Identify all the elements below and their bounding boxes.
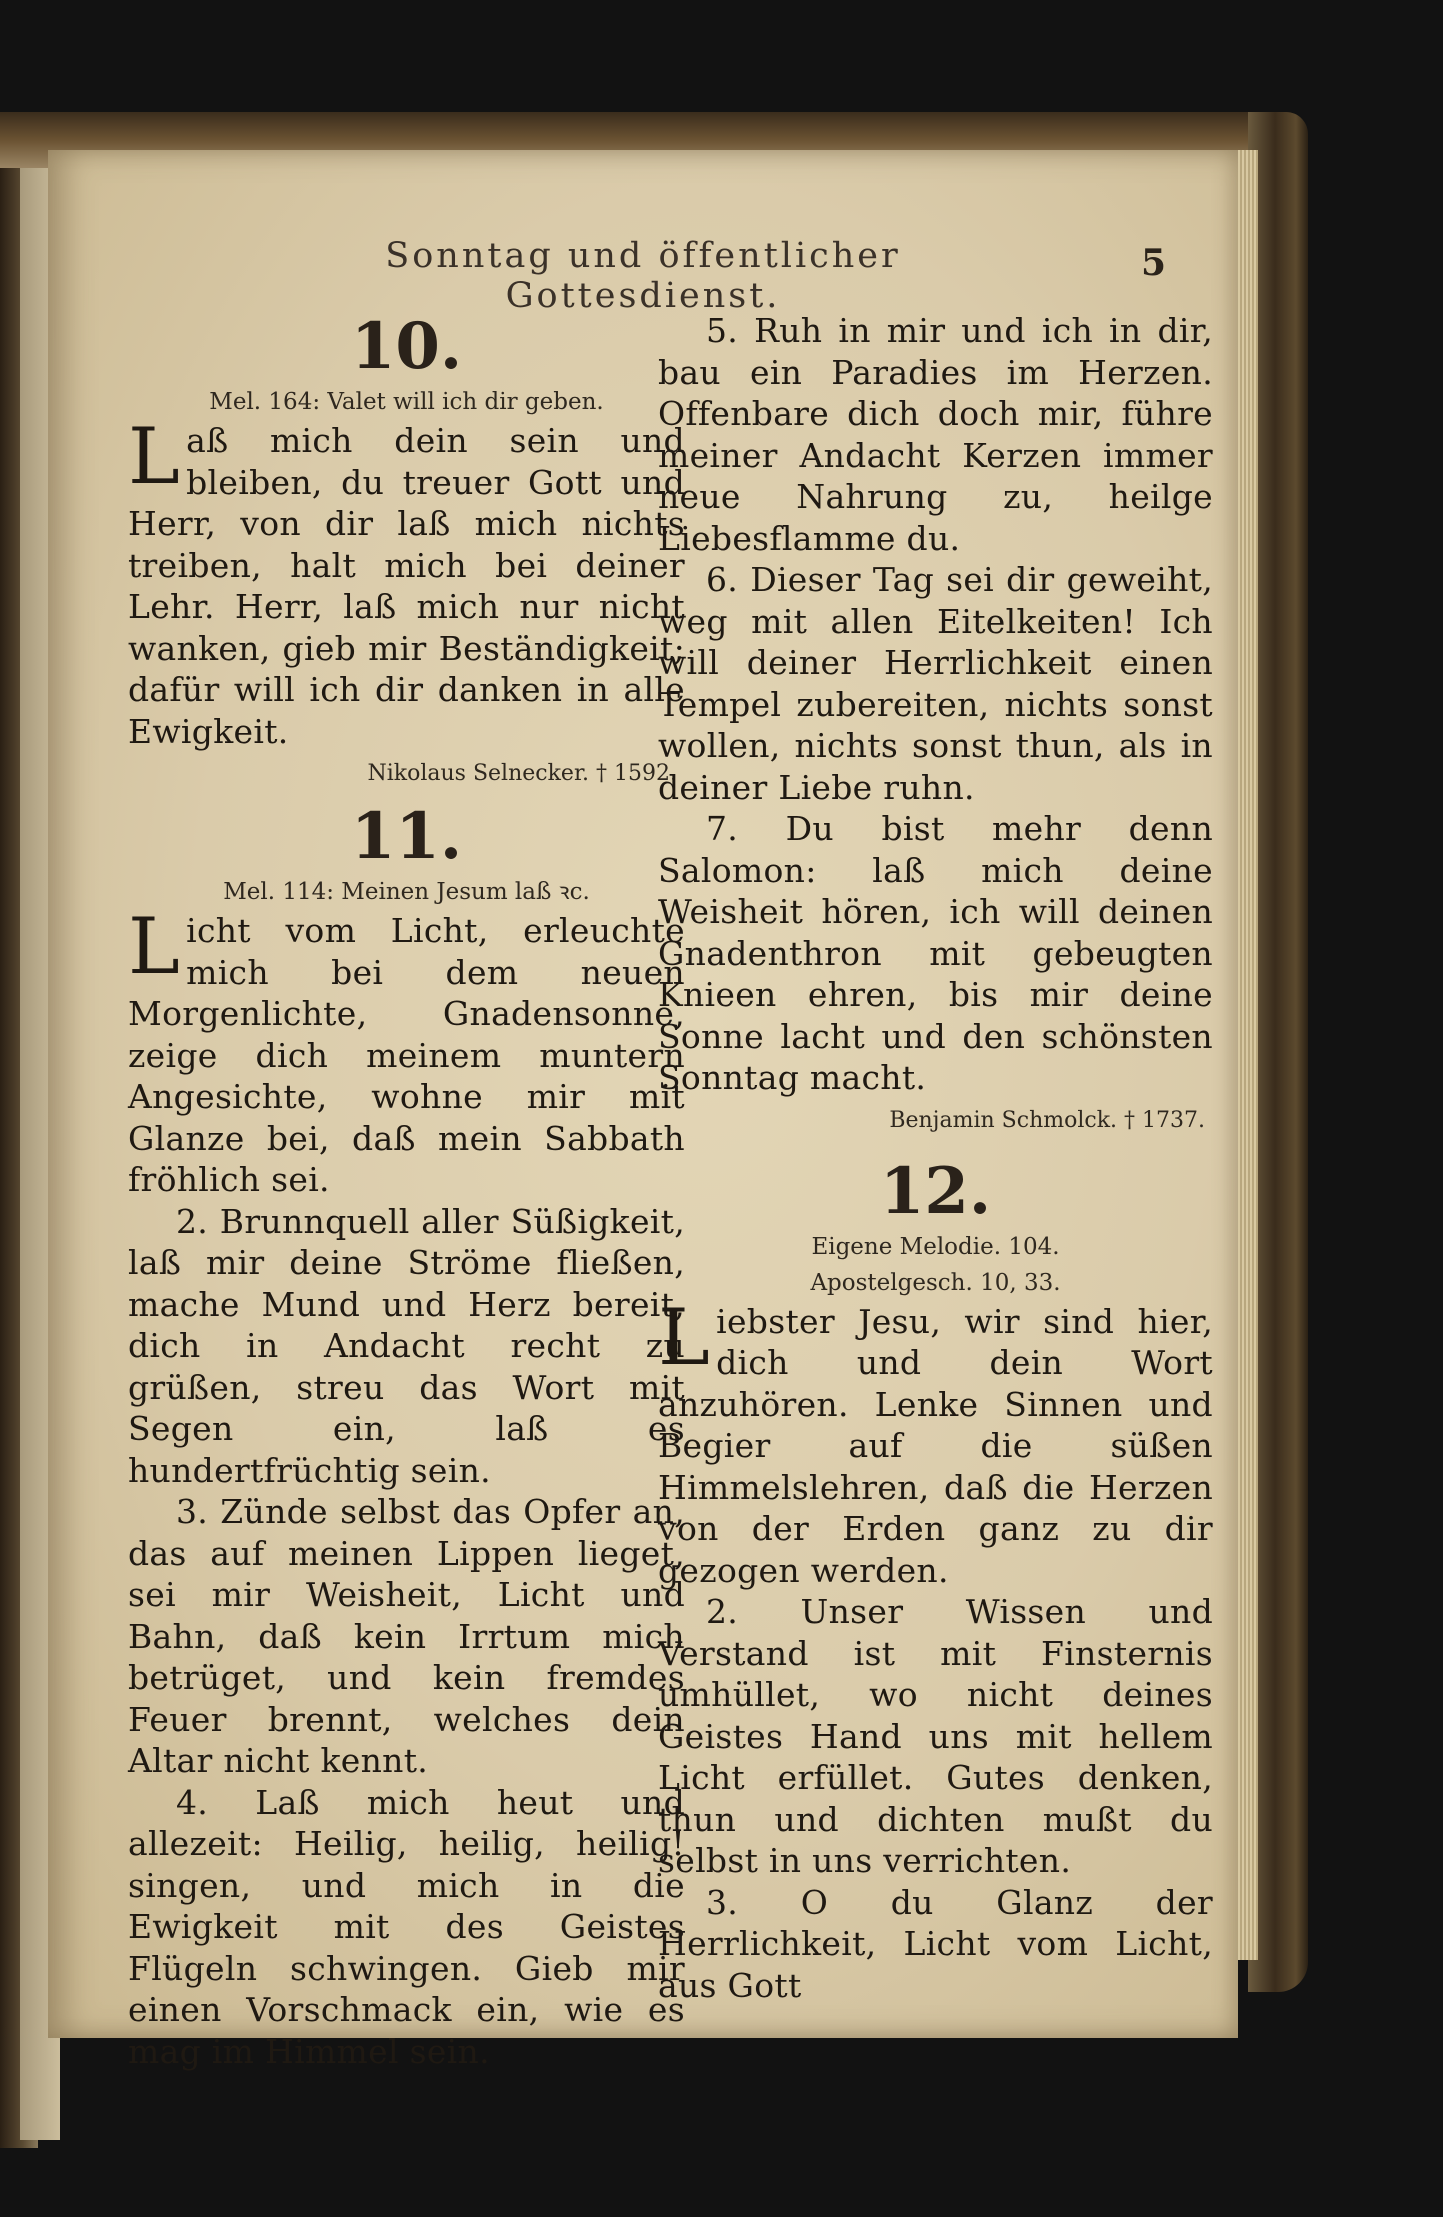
hymn-author: Nikolaus Selnecker. † 1592. xyxy=(367,761,677,786)
hymn-verse: 6. Dieser Tag sei dir geweiht, weg mit allen Eitelkeiten! Ich will deiner Herrlichkeit einen Tempel zubereiten, nichts sonst wollen, nichts sonst thun, als in deiner Liebe ruhn. xyxy=(658,560,1213,807)
drop-cap: L xyxy=(128,412,181,502)
verse-text: iebster Jesu, wir sind hier, dich und dein Wort anzuhören. Lenke Sinnen und Begier auf die süßen Himmelslehren, daß die Herzen von der Erden ganz zu dir gezogen werden. xyxy=(658,1301,1213,1590)
drop-cap: L xyxy=(658,1292,711,1383)
hymn-verse xyxy=(658,1292,1213,1592)
hymn-verse: 3. Zünde selbst das Opfer an, das auf meinen Lippen lieget, sei mir Weisheit, Licht und Bahn, daß kein Irrtum mich betrüget, und kein fremdes Feuer brennt, welches dein Altar nicht kennt. xyxy=(128,1492,685,1780)
drop-cap: L xyxy=(128,902,181,992)
left-column xyxy=(128,310,685,2072)
page-number: 5 xyxy=(1141,242,1167,284)
hymn-verse: 2. Brunnquell aller Süßigkeit, laß mir deine Ströme fließen, mache Mund und Herz bereit, dich in Andacht recht zu grüßen, streu das Wort mit Segen ein, laß es hundertfrüchtig sein. xyxy=(128,1201,685,1490)
hymn-number-12: 12. xyxy=(879,1153,992,1229)
right-column xyxy=(658,310,1213,2006)
hymn-verse xyxy=(128,902,685,1201)
hymn-verse: 4. Laß mich heut und allezeit: Heilig, heilig, heilig! singen, und mich in die Ewigkeit mit des Geistes Flügeln schwingen. Gieb mir einen Vorschmack ein, wie es mag im Himmel sein. xyxy=(128,1782,685,2071)
melody-line: Mel. 114: Meinen Jesum laß ꝛc. xyxy=(223,879,590,905)
scripture-reference: Apostelgesch. 10, 33. xyxy=(810,1269,1061,1296)
hymn-number-10: 10. xyxy=(350,309,463,384)
hymn-author: Benjamin Schmolck. † 1737. xyxy=(889,1107,1205,1133)
hymn-verse: 7. Du bist mehr denn Salomon: laß mich deine Weisheit hören, ich will deinen Gnadenthron mit gebeugten Knieen ehren, bis mir deine Sonne lacht und den schönsten Sonntag macht. xyxy=(658,809,1213,1097)
melody-line: Mel. 164: Valet will ich dir geben. xyxy=(209,389,604,415)
hymn-verse: 3. O du Glanz der Herrlichkeit, Licht vom Licht, aus Gott xyxy=(658,1882,1213,2005)
hymn-verse: 2. Unser Wissen und Verstand ist mit Finsternis umhüllet, wo nicht deines Geistes Hand uns mit hellem Licht erfüllet. Gutes denken, thun und dichten mußt du selbst in uns verrichten. xyxy=(658,1592,1213,1880)
running-head: Sonntag und öffentlicher Gottesdienst. xyxy=(385,236,901,316)
melody-line: Eigene Melodie. 104. xyxy=(811,1233,1060,1260)
hymn-verse: 5. Ruh in mir und ich in dir, bau ein Paradies im Herzen. Offenbare dich doch mir, führe meiner Andacht Kerzen immer neue Nahrung zu, heilge Liebesflamme du. xyxy=(658,311,1213,558)
hymn-number-11: 11. xyxy=(350,799,463,874)
verse-text: aß mich dein sein und bleiben, du treuer Gott und Herr, von dir laß mich nichts treiben, halt mich bei deiner Lehr. Herr, laß mich nur nicht wanken, gieb mir Beständigkeit; dafür will ich dir danken in alle Ewigkeit. xyxy=(128,421,685,751)
verse-text: icht vom Licht, erleuchte mich bei dem neuen Morgenlichte, Gnadensonne, zeige dich meinem muntern Angesichte, wohne mir mit Glanze bei, daß mein Sabbath fröhlich sei. xyxy=(128,911,685,1199)
hymn-verse xyxy=(128,412,685,752)
book-page xyxy=(48,150,1238,2071)
